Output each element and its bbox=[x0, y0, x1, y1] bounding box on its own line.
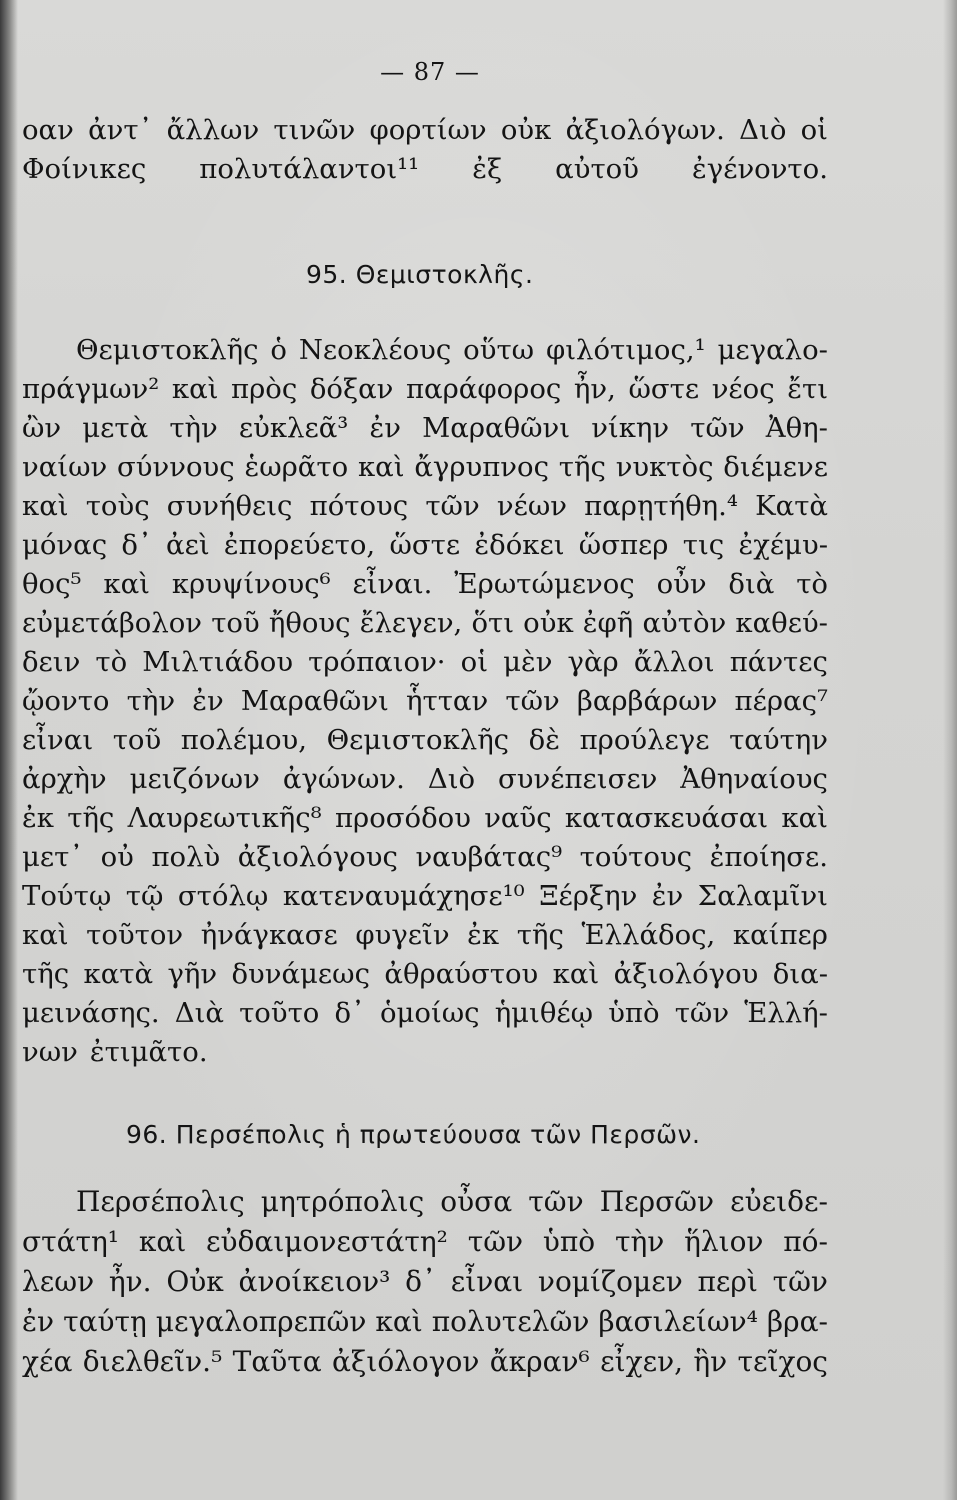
text-line: χέα διελθεῖν.⁵ Ταῦτα ἀξιόλογον ἄκραν⁶ εἶχεν, ἣν τεῖχος bbox=[22, 1345, 828, 1378]
book-spine-shadow bbox=[0, 0, 18, 1500]
page-edge-shadow bbox=[943, 0, 957, 1500]
text-line: εἶναι τοῦ πολέμου, Θεμιστοκλῆς δὲ προύλεγε ταύτην bbox=[22, 724, 828, 756]
text-line: ἀρχὴν μειζόνων ἀγώνων. Διὸ συνέπεισεν Ἀθηναίους bbox=[22, 763, 828, 795]
text-line: Θεμιστοκλῆς ὁ Νεοκλέους οὕτω φιλότιμος,¹ μεγαλο- bbox=[76, 334, 828, 366]
text-line: ἐν ταύτῃ μεγαλοπρεπῶν καὶ πολυτελῶν βασιλείων⁴ βρα- bbox=[22, 1305, 828, 1338]
continuation-paragraph bbox=[22, 111, 828, 189]
section-heading-95: 95. Θεμιστοκλῆς. bbox=[306, 260, 534, 289]
page-number: — 87 — bbox=[380, 58, 480, 86]
text-line: μεινάσης. Διὰ τοῦτο δ᾽ ὁμοίως ἡμιθέῳ ὑπὸ τῶν Ἑλλή- bbox=[22, 997, 828, 1029]
text-line: μόνας δ᾽ ἀεὶ ἐπορεύετο, ὥστε ἐδόκει ὥσπερ τις ἐχέμυ- bbox=[22, 529, 828, 561]
text-line: καὶ τοὺς συνήθεις πότους τῶν νέων παρῃτήθη.⁴ Κατὰ bbox=[22, 490, 828, 522]
section-95-paragraph bbox=[22, 331, 828, 1072]
text-line: ἐκ τῆς Λαυρεωτικῆς⁸ προσόδου ναῦς κατασκευάσαι καὶ bbox=[22, 802, 828, 834]
text-line: ὢν μετὰ τὴν εὐκλεᾶ³ ἐν Μαραθῶνι νίκην τῶν Ἀθη- bbox=[22, 412, 828, 444]
section-96-paragraph bbox=[22, 1182, 828, 1382]
section-heading-96: 96. Περσέπολις ἡ πρωτεύουσα τῶν Περσῶν. bbox=[126, 1120, 701, 1149]
text-line: λεων ἦν. Οὐκ ἀνοίκειον³ δ᾽ εἶναι νομίζομεν περὶ τῶν bbox=[22, 1265, 828, 1298]
text-line: τῆς κατὰ γῆν δυνάμεως ἀθραύστου καὶ ἀξιολόγου δια- bbox=[22, 958, 828, 990]
text-line: Τούτῳ τῷ στόλῳ κατεναυμάχησε¹⁰ Ξέρξην ἐν Σαλαμῖνι bbox=[22, 880, 828, 912]
text-line: δειν τὸ Μιλτιάδου τρόπαιον· οἱ μὲν γὰρ ἄλλοι πάντες bbox=[22, 646, 828, 678]
text-line: μετ᾽ οὐ πολὺ ἀξιολόγους ναυβάτας⁹ τούτους ἐποίησε. bbox=[22, 841, 828, 873]
text-line: εὐμετάβολον τοῦ ἤθους ἔλεγεν, ὅτι οὐκ ἐφῆ αὐτὸν καθεύ- bbox=[22, 607, 828, 639]
text-line: ναίων σύννους ἑωρᾶτο καὶ ἄγρυπνος τῆς νυκτὸς διέμενε bbox=[22, 451, 828, 483]
text-line: πράγμων² καὶ πρὸς δόξαν παράφορος ἦν, ὥστε νέος ἔτι bbox=[22, 373, 828, 405]
text-line: θος⁵ καὶ κρυψίνους⁶ εἶναι. Ἐρωτώμενος οὖν διὰ τὸ bbox=[22, 568, 828, 600]
text-line: στάτη¹ καὶ εὐδαιμονεστάτη² τῶν ὑπὸ τὴν ἥλιον πό- bbox=[22, 1225, 828, 1258]
text-line: νων ἐτιμᾶτο. bbox=[22, 1036, 208, 1068]
text-line: οαν ἀντ᾽ ἄλλων τινῶν φορτίων οὐκ ἀξιολόγων. Διὸ οἱ bbox=[22, 114, 828, 146]
text-line: Φοίνικες πολυτάλαντοι¹¹ ἐξ αὐτοῦ ἐγένοντο. bbox=[22, 153, 828, 185]
text-line: καὶ τοῦτον ἠνάγκασε φυγεῖν ἐκ τῆς Ἑλλάδος, καίπερ bbox=[22, 919, 828, 951]
text-line: Περσέπολις μητρόπολις οὖσα τῶν Περσῶν εὐειδε- bbox=[76, 1185, 828, 1218]
text-line: ᾤοντο τὴν ἐν Μαραθῶνι ἧτταν τῶν βαρβάρων πέρας⁷ bbox=[22, 685, 828, 717]
